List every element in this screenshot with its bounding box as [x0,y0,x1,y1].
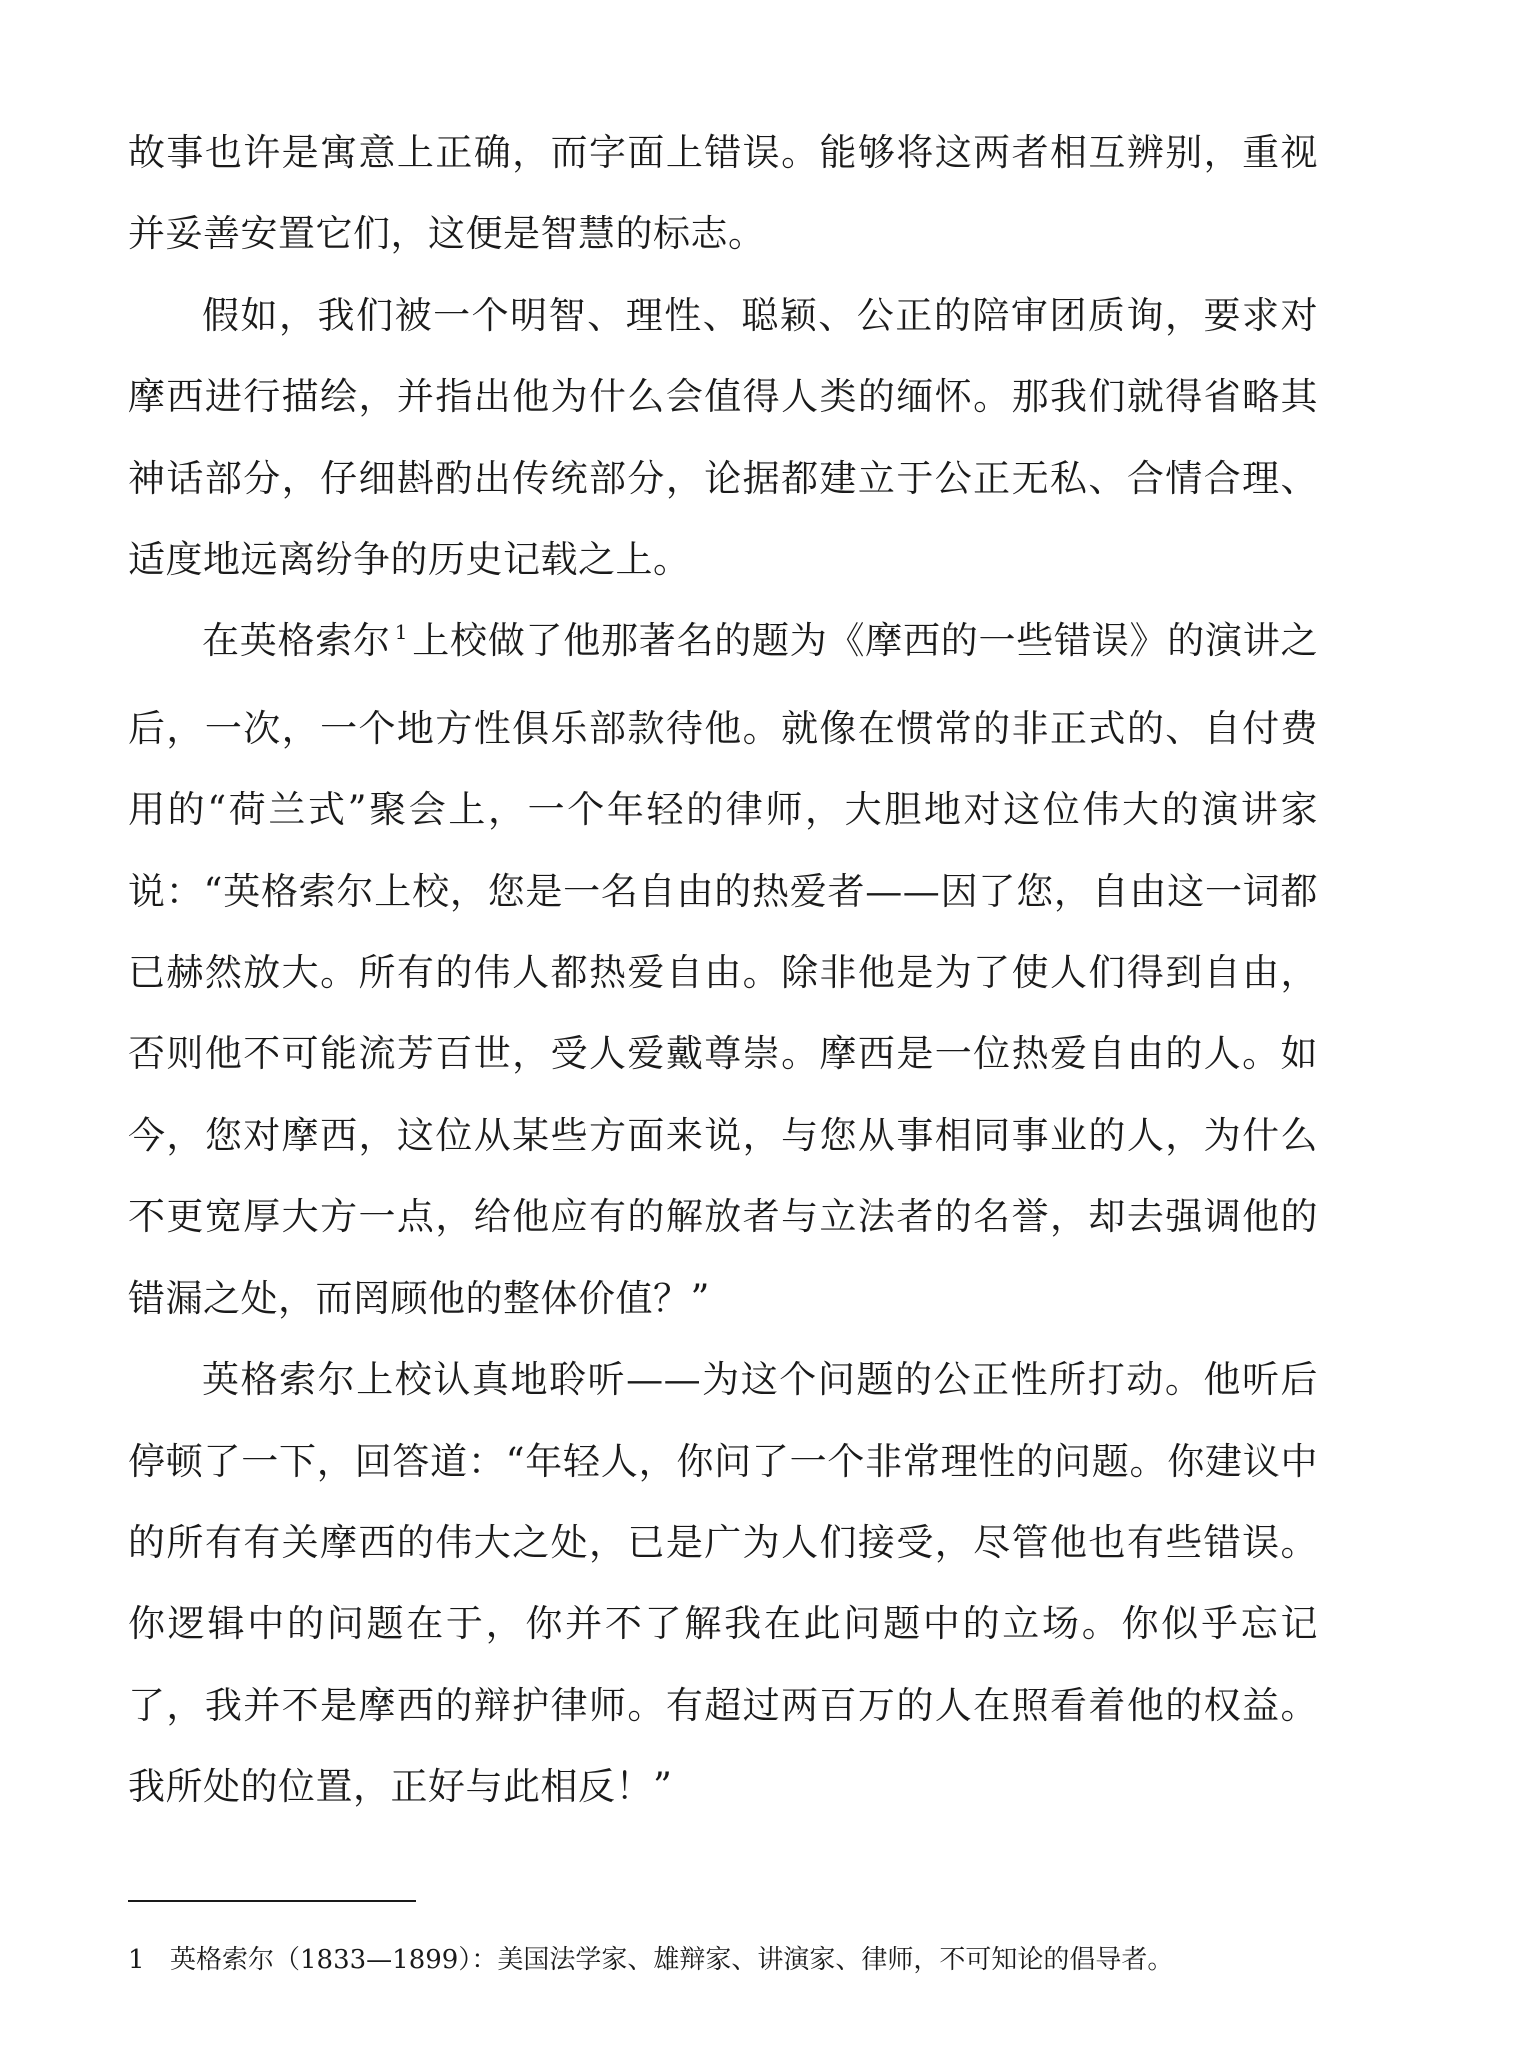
footnote-reference: 1 [394,620,408,645]
paragraph-4: 英格索尔上校认真地聆听——为这个问题的公正性所打动。他听后停顿了一下，回答道：“年轻人，你问了一个非常理性的问题。你建议中的所有有关摩西的伟大之处，已是广为人们接受，尽管他也有些错误。你逻辑中的问题在于，你并不了解我在此问题中的立场。你似乎忘记了，我并不是摩西的辩护律师。有超过两百万的人在照看着他的权益。我所处的位置，正好与此相反！” [128,1358,1318,1809]
paragraph-2: 假如，我们被一个明智、理性、聪颖、公正的陪审团质询，要求对摩西进行描绘，并指出他为什么会值得人类的缅怀。那我们就得省略其神话部分，仔细斟酌出传统部分，论据都建立于公正无私、合情合理、适度地远离纷争的历史记载之上。 [128,293,1318,582]
page-body [128,112,1318,1828]
footnote-number: 1 [128,1945,145,1975]
footnote-divider [128,1900,416,1902]
paragraph-3 [128,600,1318,1339]
paragraph-1: 故事也许是寓意上正确，而字面上错误。能够将这两者相互辨别，重视并妥善安置它们，这便是智慧的标志。 [128,131,1318,256]
paragraph-3-text-before-ref: 在英格索尔 [202,619,391,663]
paragraph-3-text-after-ref: 上校做了他那著名的题为《摩西的一些错误》的演讲之后，一次，一个地方性俱乐部款待他。就像在惯常的非正式的、自付费用的“荷兰式”聚会上，一个年轻的律师，大胆地对这位伟大的演讲家说：“英格索尔上校，您是一名自由的热爱者——因了您，自由这一词都已赫然放大。所有的伟人都热爱自由。除非他是为了使人们得到自由，否则他不可能流芳百世，受人爱戴尊崇。摩西是一位热爱自由的人。如今，您对摩西，这位从某些方面来说，与您从事相同事业的人，为什么不更宽厚大方一点，给他应有的解放者与立法者的名誉，却去强调他的错漏之处，而罔顾他的整体价值？” [128,619,1319,1320]
footnote-text: 英格索尔（1833—1899）：美国法学家、雄辩家、讲演家、律师，不可知论的倡导者。 [170,1945,1174,1975]
footnote [128,1940,1318,1980]
